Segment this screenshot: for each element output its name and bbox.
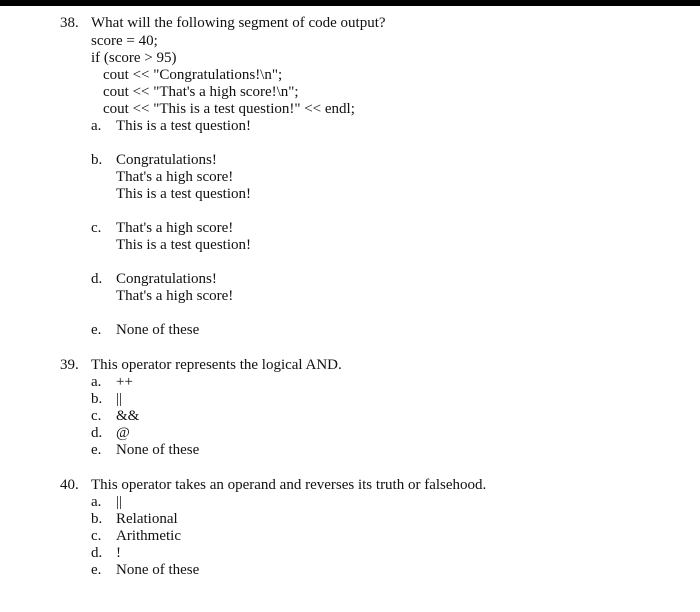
code-line: cout << "That's a high score!\n"; — [103, 84, 299, 100]
option-letter: c. — [91, 220, 102, 236]
option-letter: e. — [91, 442, 102, 458]
question-number: 39. — [60, 357, 79, 373]
option-text: && — [116, 408, 140, 424]
option-letter: e. — [91, 322, 102, 338]
question-number: 40. — [60, 477, 79, 493]
option-text: Congratulations! — [116, 152, 217, 168]
option-letter: b. — [91, 511, 103, 527]
option-text: None of these — [116, 562, 200, 578]
option-letter: d. — [91, 545, 103, 561]
option-text: None of these — [116, 442, 200, 458]
option-text: This is a test question! — [116, 237, 251, 253]
question-text: What will the following segment of code output? — [91, 15, 386, 31]
option-letter: a. — [91, 494, 102, 510]
option-letter: b. — [91, 391, 103, 407]
option-letter: c. — [91, 408, 102, 424]
code-line: cout << "This is a test question!" << endl; — [103, 101, 355, 117]
option-text: ! — [116, 545, 121, 561]
option-letter: d. — [91, 425, 103, 441]
option-text: Congratulations! — [116, 271, 217, 287]
code-line: if (score > 95) — [91, 50, 177, 66]
question-number: 38. — [60, 15, 79, 31]
option-text: That's a high score! — [116, 288, 234, 304]
option-text: This is a test question! — [116, 118, 251, 134]
option-letter: b. — [91, 152, 103, 168]
option-text: || — [116, 494, 123, 510]
question-text: This operator represents the logical AND. — [91, 357, 342, 373]
code-line: score = 40; — [91, 33, 158, 49]
option-text: This is a test question! — [116, 186, 251, 202]
option-letter: a. — [91, 374, 102, 390]
code-line: cout << "Congratulations!\n"; — [103, 67, 283, 83]
option-text: Arithmetic — [116, 528, 181, 544]
option-text: || — [116, 391, 123, 407]
option-letter: a. — [91, 118, 102, 134]
option-text: That's a high score! — [116, 220, 234, 236]
option-letter: d. — [91, 271, 103, 287]
option-text: Relational — [116, 511, 178, 527]
option-text: None of these — [116, 322, 200, 338]
option-text: @ — [116, 425, 130, 441]
option-text: ++ — [116, 374, 133, 390]
question-text: This operator takes an operand and reverses its truth or falsehood. — [91, 477, 487, 493]
option-letter: c. — [91, 528, 102, 544]
option-letter: e. — [91, 562, 102, 578]
option-text: That's a high score! — [116, 169, 234, 185]
